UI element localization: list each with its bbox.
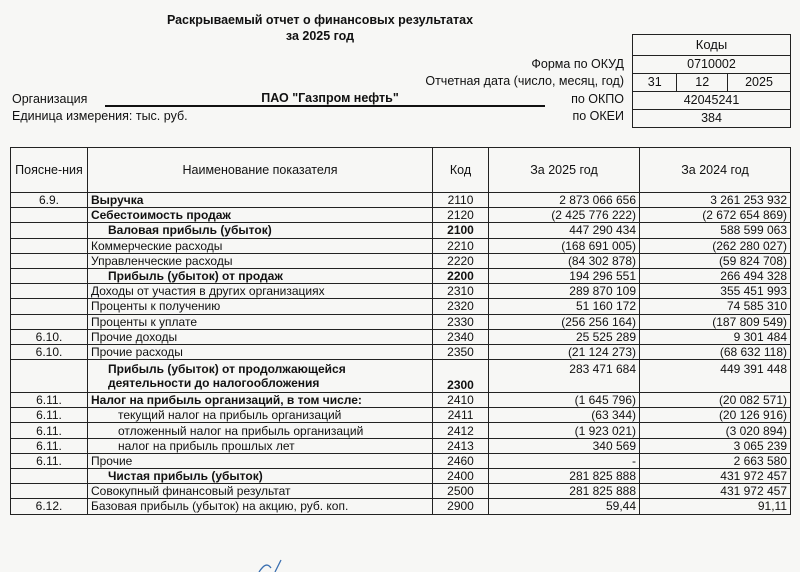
row-code: 2412 bbox=[433, 423, 489, 438]
row-previous-value: (187 809 549) bbox=[640, 314, 791, 329]
row-current-value: 447 290 434 bbox=[489, 223, 640, 238]
table-row bbox=[11, 238, 791, 253]
table-row bbox=[11, 393, 791, 408]
row-previous-value: (20 126 916) bbox=[640, 408, 791, 423]
row-indicator-name: Выручка bbox=[88, 193, 433, 208]
row-code: 2120 bbox=[433, 208, 489, 223]
row-code: 2310 bbox=[433, 284, 489, 299]
table-row bbox=[11, 344, 791, 359]
financial-results-table bbox=[10, 147, 791, 515]
row-note bbox=[11, 314, 88, 329]
row-code: 2200 bbox=[433, 268, 489, 283]
report-title bbox=[150, 12, 490, 44]
row-code: 2330 bbox=[433, 314, 489, 329]
table-row bbox=[11, 453, 791, 468]
table-row bbox=[11, 208, 791, 223]
row-previous-value: 3 261 253 932 bbox=[640, 193, 791, 208]
row-code: 2500 bbox=[433, 484, 489, 499]
codes-header: Коды bbox=[695, 37, 728, 52]
row-current-value: - bbox=[489, 453, 640, 468]
row-current-value: 25 525 289 bbox=[489, 329, 640, 344]
report-date bbox=[633, 73, 790, 91]
row-indicator-name: текущий налог на прибыль организаций bbox=[88, 408, 433, 423]
row-note bbox=[11, 268, 88, 283]
row-previous-value: (3 020 894) bbox=[640, 423, 791, 438]
row-note: 6.9. bbox=[11, 193, 88, 208]
table-row bbox=[11, 499, 791, 514]
row-note bbox=[11, 484, 88, 499]
row-note: 6.11. bbox=[11, 438, 88, 453]
row-current-value: 289 870 109 bbox=[489, 284, 640, 299]
row-indicator-name: отложенный налог на прибыль организаций bbox=[88, 423, 433, 438]
row-current-value: (168 691 005) bbox=[489, 238, 640, 253]
okei-label: по ОКЕИ bbox=[572, 109, 624, 123]
row-indicator-name: Чистая прибыль (убыток) bbox=[88, 469, 433, 484]
report-title-line2: за 2025 год bbox=[285, 29, 355, 43]
table-row bbox=[11, 329, 791, 344]
table-row bbox=[11, 253, 791, 268]
row-current-value: 340 569 bbox=[489, 438, 640, 453]
row-code: 2410 bbox=[433, 393, 489, 408]
row-current-value: (1 923 021) bbox=[489, 423, 640, 438]
row-previous-value: 91,11 bbox=[640, 499, 791, 514]
row-indicator-name: Управленческие расходы bbox=[88, 253, 433, 268]
row-indicator-name: Проценты к получению bbox=[88, 299, 433, 314]
codes-box bbox=[632, 34, 791, 128]
row-note bbox=[11, 469, 88, 484]
row-current-value: 51 160 172 bbox=[489, 299, 640, 314]
row-indicator-name: Базовая прибыль (убыток) на акцию, руб. коп. bbox=[88, 499, 433, 514]
report-date-month: 12 bbox=[676, 74, 727, 91]
row-code: 2300 bbox=[433, 360, 489, 393]
header-notes: Поясне-ния bbox=[11, 148, 88, 193]
row-current-value: (63 344) bbox=[489, 408, 640, 423]
row-code: 2110 bbox=[433, 193, 489, 208]
row-indicator-name: Совокупный финансовый результат bbox=[88, 484, 433, 499]
row-current-value: 194 296 551 bbox=[489, 268, 640, 283]
row-previous-value: 431 972 457 bbox=[640, 484, 791, 499]
row-indicator-name: Проценты к уплате bbox=[88, 314, 433, 329]
row-previous-value: 266 494 328 bbox=[640, 268, 791, 283]
row-previous-value: 588 599 063 bbox=[640, 223, 791, 238]
row-note: 6.11. bbox=[11, 393, 88, 408]
row-indicator-name: Коммерческие расходы bbox=[88, 238, 433, 253]
org-underline bbox=[105, 105, 545, 107]
row-code: 2350 bbox=[433, 344, 489, 359]
row-previous-value: (262 280 027) bbox=[640, 238, 791, 253]
row-previous-value: 3 065 239 bbox=[640, 438, 791, 453]
row-indicator-name: Прочие bbox=[88, 453, 433, 468]
okud-value: 0710002 bbox=[633, 55, 790, 73]
row-previous-value: 9 301 484 bbox=[640, 329, 791, 344]
row-indicator-name: Доходы от участия в других организациях bbox=[88, 284, 433, 299]
row-note: 6.11. bbox=[11, 453, 88, 468]
table-row bbox=[11, 299, 791, 314]
row-previous-value: 431 972 457 bbox=[640, 469, 791, 484]
table-row bbox=[11, 423, 791, 438]
row-indicator-name: Прочие расходы bbox=[88, 344, 433, 359]
table-header-row bbox=[11, 148, 791, 193]
okei-value: 384 bbox=[633, 109, 790, 127]
report-date-year: 2025 bbox=[727, 74, 790, 91]
row-current-value: 281 825 888 bbox=[489, 469, 640, 484]
row-previous-value: 74 585 310 bbox=[640, 299, 791, 314]
header-previous-year: За 2024 год bbox=[640, 148, 791, 193]
row-note: 6.11. bbox=[11, 423, 88, 438]
row-indicator-name: Валовая прибыль (убыток) bbox=[88, 223, 433, 238]
org-label: Организация bbox=[12, 92, 88, 106]
okpo-label: по ОКПО bbox=[571, 92, 624, 106]
table-row bbox=[11, 484, 791, 499]
row-previous-value: 2 663 580 bbox=[640, 453, 791, 468]
row-previous-value: (20 082 571) bbox=[640, 393, 791, 408]
table-row bbox=[11, 284, 791, 299]
row-indicator-name: Прибыль (убыток) от продолжающейся деятельности до налогообложения bbox=[88, 360, 433, 393]
signature-mark bbox=[255, 558, 295, 572]
row-current-value: 281 825 888 bbox=[489, 484, 640, 499]
row-note: 6.12. bbox=[11, 499, 88, 514]
row-current-value: 59,44 bbox=[489, 499, 640, 514]
row-indicator-name: налог на прибыль прошлых лет bbox=[88, 438, 433, 453]
table-row bbox=[11, 268, 791, 283]
row-current-value: (21 124 273) bbox=[489, 344, 640, 359]
row-note bbox=[11, 284, 88, 299]
row-previous-value: (68 632 118) bbox=[640, 344, 791, 359]
row-previous-value: (59 824 708) bbox=[640, 253, 791, 268]
row-indicator-name: Налог на прибыль организаций, в том числе: bbox=[88, 393, 433, 408]
okpo-value: 42045241 bbox=[633, 91, 790, 109]
row-current-value: (256 256 164) bbox=[489, 314, 640, 329]
unit-label: Единица измерения: тыс. руб. bbox=[12, 109, 188, 123]
table-row bbox=[11, 408, 791, 423]
table-row bbox=[11, 438, 791, 453]
row-code: 2340 bbox=[433, 329, 489, 344]
row-note: 6.11. bbox=[11, 408, 88, 423]
table-row bbox=[11, 360, 791, 393]
row-previous-value: 355 451 993 bbox=[640, 284, 791, 299]
row-note bbox=[11, 223, 88, 238]
row-code: 2413 bbox=[433, 438, 489, 453]
row-current-value: 2 873 066 656 bbox=[489, 193, 640, 208]
table-row bbox=[11, 193, 791, 208]
row-current-value: (2 425 776 222) bbox=[489, 208, 640, 223]
row-code: 2100 bbox=[433, 223, 489, 238]
header-indicator-name: Наименование показателя bbox=[88, 148, 433, 193]
row-code: 2460 bbox=[433, 453, 489, 468]
date-label: Отчетная дата (число, месяц, год) bbox=[425, 74, 624, 88]
table-row bbox=[11, 223, 791, 238]
row-code: 2900 bbox=[433, 499, 489, 514]
report-date-day: 31 bbox=[647, 75, 662, 89]
header-current-year: За 2025 год bbox=[489, 148, 640, 193]
row-indicator-name: Себестоимость продаж bbox=[88, 208, 433, 223]
row-code: 2411 bbox=[433, 408, 489, 423]
org-name: ПАО "Газпром нефть" bbox=[261, 91, 399, 105]
row-code: 2320 bbox=[433, 299, 489, 314]
row-previous-value: 449 391 448 bbox=[640, 360, 791, 393]
row-note bbox=[11, 299, 88, 314]
row-current-value: (1 645 796) bbox=[489, 393, 640, 408]
table-row bbox=[11, 314, 791, 329]
report-title-line1: Раскрываемый отчет о финансовых результатах bbox=[166, 13, 474, 27]
row-current-value: (84 302 878) bbox=[489, 253, 640, 268]
row-code: 2400 bbox=[433, 469, 489, 484]
row-indicator-name: Прочие доходы bbox=[88, 329, 433, 344]
row-note bbox=[11, 253, 88, 268]
row-note: 6.10. bbox=[11, 329, 88, 344]
table-row bbox=[11, 469, 791, 484]
okud-label: Форма по ОКУД bbox=[531, 57, 624, 71]
row-note bbox=[11, 360, 88, 393]
row-note: 6.10. bbox=[11, 344, 88, 359]
row-current-value: 283 471 684 bbox=[489, 360, 640, 393]
row-previous-value: (2 672 654 869) bbox=[640, 208, 791, 223]
header-code: Код bbox=[433, 148, 489, 193]
row-note bbox=[11, 238, 88, 253]
row-code: 2210 bbox=[433, 238, 489, 253]
row-indicator-name: Прибыль (убыток) от продаж bbox=[88, 268, 433, 283]
row-code: 2220 bbox=[433, 253, 489, 268]
row-note bbox=[11, 208, 88, 223]
